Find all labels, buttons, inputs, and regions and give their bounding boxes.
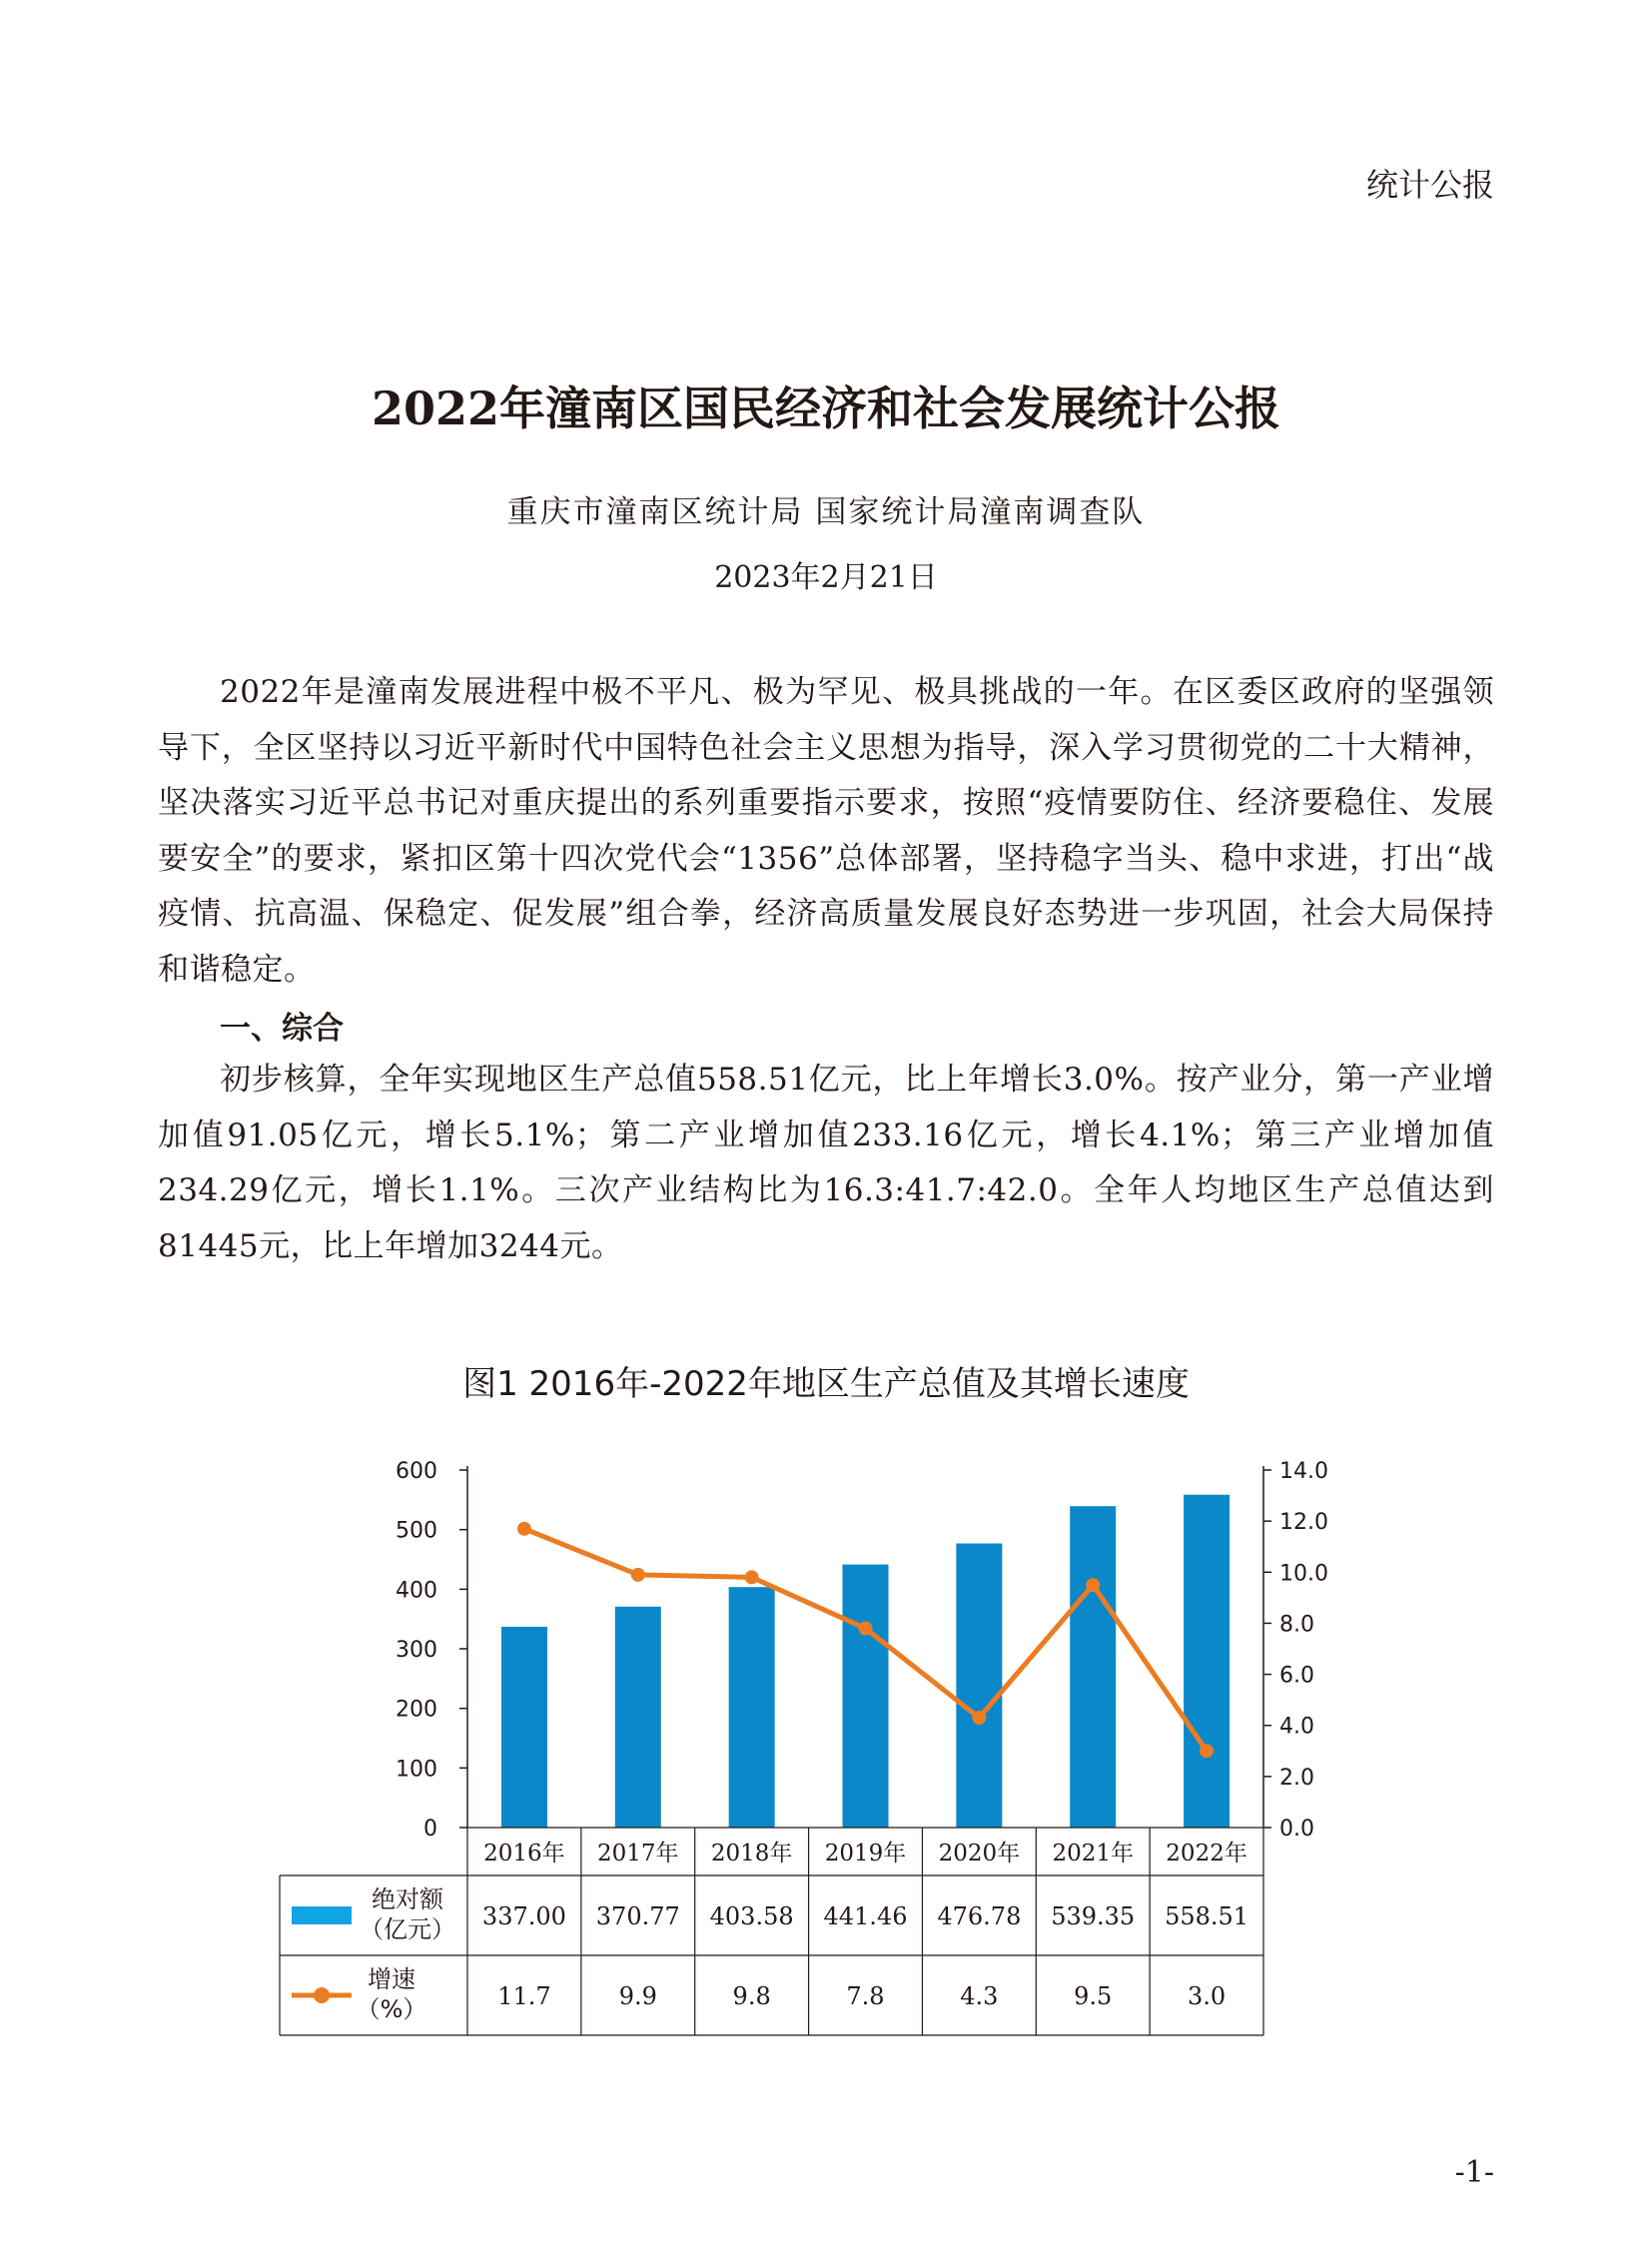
bar-2017年 <box>615 1607 661 1828</box>
document-date: 2023年2月21日 <box>714 560 938 595</box>
left-tick-label: 400 <box>396 1578 437 1604</box>
growth-point-2019年 <box>859 1622 873 1636</box>
bar-2018年 <box>729 1587 775 1828</box>
bar-data-label: 558.51 <box>1165 1902 1249 1930</box>
bar-data-label: 441.46 <box>823 1902 908 1930</box>
right-tick-label: 0.0 <box>1279 1817 1314 1842</box>
right-tick-label: 14.0 <box>1279 1459 1328 1484</box>
right-tick-label: 6.0 <box>1279 1663 1314 1689</box>
growth-data-label: 4.3 <box>960 1982 999 2010</box>
bar-data-label: 539.35 <box>1051 1902 1136 1930</box>
left-tick-label: 200 <box>396 1697 437 1723</box>
category-label: 2018年 <box>710 1841 793 1867</box>
legend-bar-label: 绝对额 <box>372 1885 443 1913</box>
growth-point-2016年 <box>517 1522 531 1536</box>
growth-data-label: 9.9 <box>618 1982 657 2010</box>
figure-title: 图1 2016年-2022年地区生产总值及其增长速度 <box>462 1364 1190 1404</box>
legend-line-marker <box>314 1987 330 2003</box>
bar-2020年 <box>956 1544 1002 1828</box>
legend-line-label: （%） <box>356 1995 427 2023</box>
document-organization: 重庆市潼南区统计局 国家统计局潼南调查队 <box>506 494 1146 530</box>
header-label: 统计公报 <box>1365 166 1494 204</box>
growth-point-2020年 <box>972 1711 986 1725</box>
legend-line-label: 增速 <box>368 1965 415 1993</box>
section-paragraph: 初步核算，全年实现地区生产总值558.51亿元，比上年增长3.0%。按产业分，第一产业增加值91.05亿元，增长5.1%；第二产业增加值233.16亿元，增长4.1%；第三产业增加值234.29亿元，增长1.1%。三次产业结构比为16.3:41.7:42.0。全年人均地区生产总值达到81445元，比上年增加3244元。 <box>158 1062 1494 1264</box>
bar-2016年 <box>501 1627 547 1828</box>
left-tick-label: 0 <box>423 1817 437 1842</box>
legend-bar-label: （亿元） <box>360 1915 455 1943</box>
growth-data-label: 9.8 <box>732 1982 771 2010</box>
category-label: 2022年 <box>1166 1841 1247 1867</box>
intro-paragraph: 2022年是潼南发展进程中极不平凡、极为罕见、极具挑战的一年。在区委区政府的坚强领导下，全区坚持以习近平新时代中国特色社会主义思想为指导，深入学习贯彻党的二十大精神，坚决落实习近平总书记对重庆提出的系列重要指示要求，按照“疫情要防住、经济要稳住、发展要安全”的要求，紧扣区第十四次党代会“1356”总体部署，坚持稳字当头、稳中求进，打出“战疫情、抗高温、保稳定、促发展”组合拳，经济高质量发展良好态势进一步巩固，社会大局保持和谐稳定。 <box>158 674 1494 988</box>
bar-data-label: 337.00 <box>481 1902 566 1930</box>
right-tick-label: 4.0 <box>1279 1714 1314 1740</box>
category-label: 2019年 <box>824 1841 907 1867</box>
bar-2021年 <box>1070 1506 1116 1828</box>
category-label: 2021年 <box>1052 1841 1134 1867</box>
growth-point-2021年 <box>1086 1578 1100 1592</box>
left-tick-label: 600 <box>396 1459 437 1484</box>
bar-data-label: 370.77 <box>595 1902 680 1930</box>
right-tick-label: 12.0 <box>1279 1510 1328 1536</box>
category-label: 2016年 <box>483 1841 565 1867</box>
right-tick-label: 10.0 <box>1279 1561 1328 1587</box>
growth-data-label: 9.5 <box>1074 1982 1113 2010</box>
right-tick-label: 8.0 <box>1279 1612 1314 1638</box>
bar-2022年 <box>1184 1495 1230 1828</box>
section-heading: 一、综合 <box>220 1011 344 1047</box>
bar-data-label: 403.58 <box>709 1902 794 1930</box>
legend-bar-swatch <box>292 1906 352 1924</box>
page-number: -1- <box>1454 2155 1494 2190</box>
bar-2019年 <box>843 1565 889 1828</box>
category-label: 2017年 <box>597 1841 679 1867</box>
left-tick-label: 100 <box>396 1757 437 1783</box>
right-tick-label: 2.0 <box>1279 1765 1314 1791</box>
growth-point-2022年 <box>1200 1744 1214 1758</box>
document-title: 2022年潼南区国民经济和社会发展统计公报 <box>371 381 1281 435</box>
left-tick-label: 300 <box>396 1638 437 1663</box>
left-tick-label: 500 <box>396 1518 437 1544</box>
growth-point-2017年 <box>631 1568 645 1582</box>
growth-point-2018年 <box>745 1570 759 1584</box>
growth-data-label: 3.0 <box>1187 1982 1227 2010</box>
category-label: 2020年 <box>938 1841 1021 1867</box>
growth-data-label: 11.7 <box>497 1982 551 2010</box>
bars-layer <box>501 1495 1230 1828</box>
bar-data-label: 476.78 <box>937 1902 1022 1930</box>
growth-data-label: 7.8 <box>846 1982 885 2010</box>
data-table <box>280 1828 1263 2035</box>
gdp-chart <box>280 1458 1328 2067</box>
